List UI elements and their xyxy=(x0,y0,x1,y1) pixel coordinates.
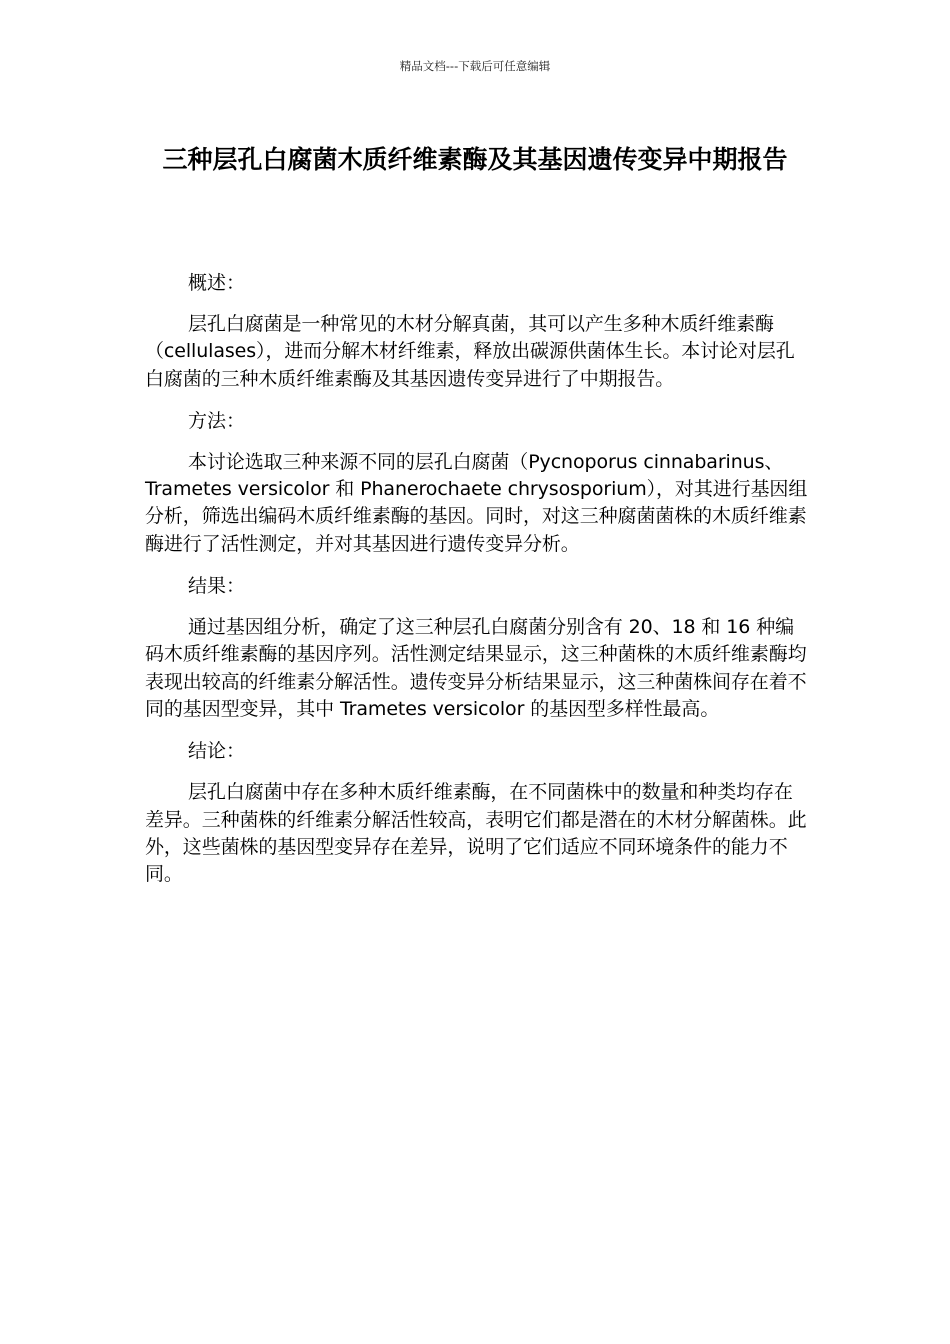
section-paragraph: 层孔白腐菌是一种常见的木材分解真菌，其可以产生多种木质纤维素酶（cellulases），进而分解木材纤维素，释放出碳源供菌体生长。本讨论对层孔白腐菌的三种木质纤维素酶及其基因遗传变异进行了中期报告。 xyxy=(145,313,795,390)
document-body xyxy=(145,270,810,903)
section-heading: 方法： xyxy=(188,409,246,432)
document-title: 三种层孔白腐菌木质纤维素酶及其基因遗传变异中期报告 xyxy=(162,145,788,174)
section-overview xyxy=(145,270,810,393)
section-paragraph: 通过基因组分析，确定了这三种层孔白腐菌分别含有 20、18 和 16 种编码木质纤维素酶的基因序列。活性测定结果显示，这三种菌株的木质纤维素酶均表现出较高的纤维素分解活性。遗传变异分析结果显示，这三种菌株间存在着不同的基因型变异，其中 Trametes versicolor 的基因型多样性最高。 xyxy=(145,616,807,720)
section-heading: 结果： xyxy=(188,575,246,598)
section-paragraph: 层孔白腐菌中存在多种木质纤维素酶，在不同菌株中的数量和种类均存在差异。三种菌株的纤维素分解活性较高，表明它们都是潜在的木材分解菌株。此外，这些菌株的基因型变异存在差异，说明了它们适应不同环境条件的能力不同。 xyxy=(145,781,807,886)
section-heading: 概述： xyxy=(188,272,246,294)
page-header: 精品文档---下载后可任意编辑 xyxy=(399,59,551,73)
section-heading: 结论： xyxy=(188,740,246,763)
section-paragraph: 本讨论选取三种来源不同的层孔白腐菌（Pycnoporus cinnabarinus、Trametes versicolor 和 Phanerochaete chrysosporium），对其进行基因组分析，筛选出编码木质纤维素酶的基因。同时，对这三种腐菌菌株的木质纤维素酶进行了活性测定，并对其基因进行遗传变异分析。 xyxy=(145,450,808,555)
section-methods xyxy=(145,408,810,558)
section-conclusion xyxy=(145,738,810,888)
section-results xyxy=(145,573,810,723)
